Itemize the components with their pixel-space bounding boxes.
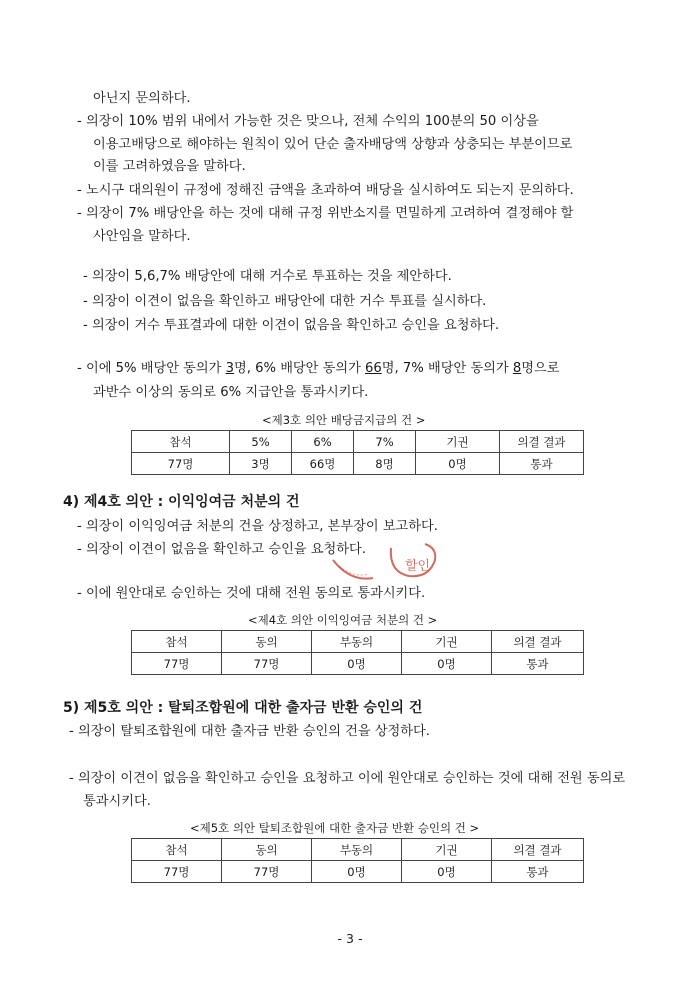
table-header: 기권	[416, 431, 500, 453]
text-line: - 노시구 대의원이 규정에 정해진 금액을 초과하여 배당을 실시하여도 되는지 문의하다.	[77, 183, 574, 198]
text-line: - 의장이 10% 범위 내에서 가능한 것은 맞으나, 전체 수익의 100분의 50 이상을	[77, 114, 539, 129]
text-segment: 명으로	[521, 361, 560, 376]
table3	[131, 430, 584, 475]
table-header: 동의	[222, 839, 312, 861]
table-header: 부동의	[312, 839, 402, 861]
table-header: 기권	[402, 839, 492, 861]
table-header: 부동의	[312, 631, 402, 653]
text-line: - 의장이 이견이 없음을 확인하고 승인을 요청하다.	[77, 542, 366, 557]
table-header: 동의	[222, 631, 312, 653]
table-header-row	[132, 631, 584, 653]
table3-caption: <제3호 의안 배당금지급의 건 >	[262, 413, 426, 427]
table5-caption: <제5호 의안 탈퇴조합원에 대한 출자금 반환 승인의 건 >	[190, 821, 480, 835]
table-header: 7%	[354, 431, 416, 453]
text-line: - 의장이 7% 배당안을 하는 것에 대해 규정 위반소지를 면밀하게 고려하여 결정해야 할	[77, 206, 574, 221]
table-cell: 0명	[312, 653, 402, 675]
table-cell: 0명	[416, 453, 500, 475]
text-line: 과반수 이상의 동의로 6% 지급안을 통과시키다.	[93, 385, 369, 400]
table-cell: 통과	[492, 653, 584, 675]
text-line: - 의장이 이견이 없음을 확인하고 배당안에 대한 거수 투표를 실시하다.	[83, 294, 487, 309]
table-header: 참석	[132, 631, 222, 653]
text-line: - 의장이 이견이 없음을 확인하고 승인을 요청하고 이에 원안대로 승인하는 것에 대해 전원 동의로	[69, 771, 626, 786]
text-line: - 의장이 거수 투표결과에 대한 이견이 없음을 확인하고 승인을 요청하다.	[83, 318, 500, 333]
text-line: - 이에 원안대로 승인하는 것에 대해 전원 동의로 통과시키다.	[77, 586, 426, 601]
section-heading-5: 5) 제5호 의안 : 탈퇴조합원에 대한 출자금 반환 승인의 건	[63, 700, 423, 716]
table-header: 6%	[292, 431, 354, 453]
table-header: 5%	[230, 431, 292, 453]
vote-count-5: 3	[225, 361, 234, 376]
table4-caption: <제4호 의안 이익잉여금 처분의 건 >	[248, 613, 438, 627]
page-number: - 3 -	[337, 931, 363, 946]
section-heading-4: 4) 제4호 의안 : 이익잉여금 처분의 건	[63, 494, 300, 510]
text-segment: 명, 7% 배당안 동의가	[381, 361, 513, 376]
table-row	[132, 453, 584, 475]
vote-result-line	[77, 359, 559, 379]
seal-stamp	[325, 538, 455, 588]
table-cell: 0명	[312, 861, 402, 883]
table-cell: 77명	[132, 861, 222, 883]
table-header-row	[132, 431, 584, 453]
text-line: - 의장이 5,6,7% 배당안에 대해 거수로 투표하는 것을 제안하다.	[83, 269, 452, 284]
table-cell: 0명	[402, 653, 492, 675]
table5	[131, 838, 584, 883]
table-header: 의결 결과	[492, 839, 584, 861]
vote-count-6: 66	[365, 361, 382, 376]
text-line: 아닌지 문의하다.	[93, 91, 191, 106]
table-header: 참석	[132, 431, 230, 453]
table-cell: 66명	[292, 453, 354, 475]
vote-count-7: 8	[512, 361, 522, 376]
table-cell: 77명	[132, 653, 222, 675]
table-row	[132, 653, 584, 675]
text-line: 이를 고려하였음을 말하다.	[93, 159, 246, 174]
table-header-row	[132, 839, 584, 861]
text-segment: - 이에 5% 배당안 동의가	[77, 361, 226, 376]
table-cell: 0명	[402, 861, 492, 883]
table-cell: 통과	[500, 453, 584, 475]
stamp-text: 할인	[405, 559, 431, 574]
table-cell: 8명	[354, 453, 416, 475]
text-line: 사안임을 말하다.	[93, 229, 191, 244]
text-line: 통과시키다.	[83, 794, 151, 809]
table-header: 의결 결과	[500, 431, 584, 453]
text-line: - 의장이 탈퇴조합원에 대한 출자금 반환 승인의 건을 상정하다.	[69, 724, 430, 739]
text-line: - 의장이 이익잉여금 처분의 건을 상정하고, 본부장이 보고하다.	[77, 519, 438, 534]
table-cell: 77명	[222, 861, 312, 883]
table4	[131, 630, 584, 675]
table-cell: 3명	[230, 453, 292, 475]
table-cell: 77명	[222, 653, 312, 675]
text-line: 이용고배당으로 해야하는 원칙이 있어 단순 출자배당액 상향과 상충되는 부분이므로	[93, 137, 573, 152]
table-row	[132, 861, 584, 883]
text-segment: 명, 6% 배당안 동의가	[233, 361, 366, 376]
table-cell: 77명	[132, 453, 230, 475]
table-cell: 통과	[492, 861, 584, 883]
table-header: 의결 결과	[492, 631, 584, 653]
table-header: 기권	[402, 631, 492, 653]
table-header: 참석	[132, 839, 222, 861]
